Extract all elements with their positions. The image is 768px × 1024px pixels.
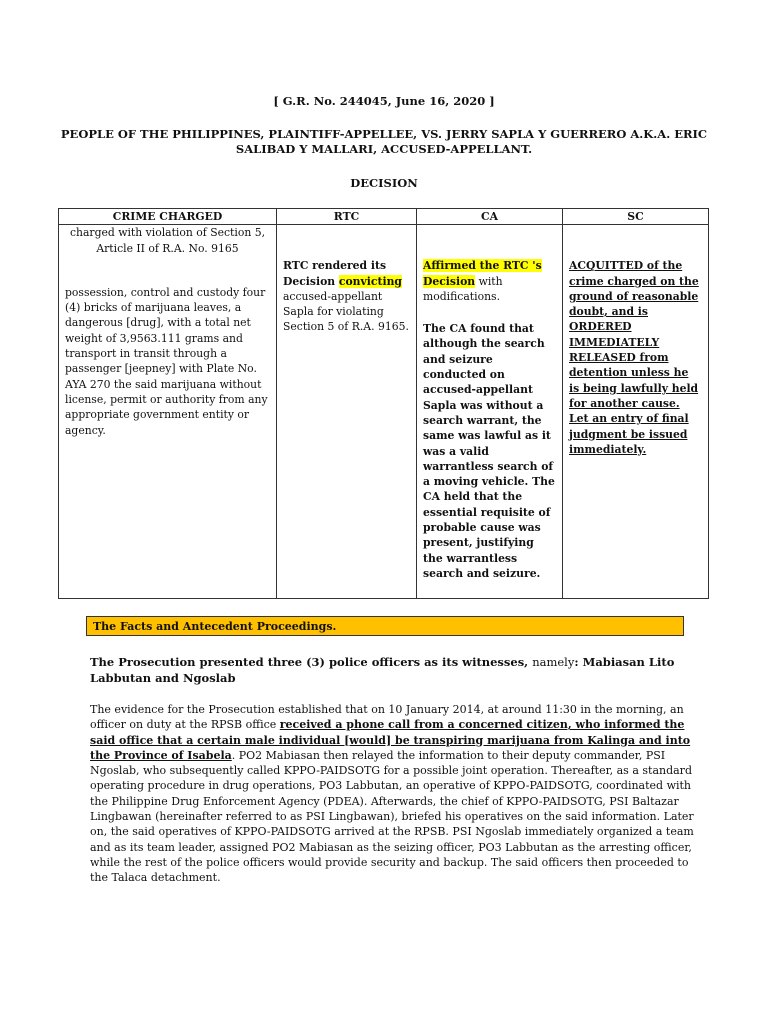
evidence-rest: . PO2 Mabiasan then relayed the information to their deputy commander, PSI Ngoslab, who subsequently called KPPO-PAIDSOTG for a possible joint operation. Thereafter, as a standard operating procedure in drug operations, PO3 Labbutan, an operative of KPPO-PAIDSOTG, coordinated with the Philippine Drug Enforcement Agency (PDEA). Afterwards, the chief of KPPO-PAIDSOTG, PSI Baltazar Lingbawan (hereinafter referred to as PSI Lingbawan), briefed his operatives on the said information. Later on, the said operatives of KPPO-PAIDSOTG arrived at the RPSB. PSI Ngoslab immediately organized a team and as its team leader, assigned PO2 Mabiasan as the seizing officer, PO3 Labbutan as the arresting officer, while the rest of the police officers would provide security and backup. The said officers then proceeded to the Talaca detachment. [90, 748, 694, 885]
header-crime-charged: CRIME CHARGED [59, 209, 277, 225]
crime-charged-cell [59, 225, 277, 599]
ca-finding: The CA found that although the search and seizure conducted on accused-appellant Sapla was without a search warrant, the same was lawful as it was a valid warrantless search of a moving vehicle. The CA held that the essential requisite of probable cause was present, justifying the warrantless search and seizure. [423, 322, 555, 580]
rtc-cell [277, 225, 417, 599]
facts-heading-bar: The Facts and Antecedent Proceedings. [86, 616, 684, 636]
evidence-start: The evidence for the Prosecution established that on 10 January 2014, at around 11:30 in the morning, an officer on duty at the RPSB office [90, 703, 684, 732]
evidence-emphasis: received a phone call from a concerned citizen, who informed the said office that a certain male individual [would] be transpiring marijuana from Kalinga and into the Province of Isabela [90, 718, 691, 762]
rtc-lead: RTC rendered its Decision [283, 259, 387, 288]
ca-cell [417, 225, 563, 599]
case-number-line: [ G.R. No. 244045, June 16, 2020 ] [273, 94, 495, 108]
header-ca: CA [417, 209, 563, 225]
evidence-paragraph [90, 702, 700, 886]
table-header-row [59, 209, 709, 225]
decision-heading: DECISION [350, 176, 418, 190]
witness-namely: namely [532, 655, 575, 669]
case-parties: PEOPLE OF THE PHILIPPINES, PLAINTIFF-APPELLEE, VS. JERRY SAPLA Y GUERRERO A.K.A. ERIC SALIBAD Y MALLARI, ACCUSED-APPELLANT. [60, 127, 708, 156]
ca-highlight: Affirmed the RTC 's Decision [423, 259, 542, 288]
crime-detail-text: possession, control and custody four (4) bricks of marijuana leaves, a dangerous [drug], with a total net weight of 3,9563.111 grams and transport in transit through a passenger [jeepney] with Plate No. AYA 270 the said marijuana without license, permit or authority from any appropriate government entity or agency. [65, 285, 268, 437]
sc-ruling: ACQUITTED of the crime charged on the ground of reasonable doubt, and is ORDERED IMMEDIATELY RELEASED from detention unless he is being lawfully held for another cause. Let an entry of final judgment be issued immediately. [569, 259, 699, 456]
header-rtc: RTC [277, 209, 417, 225]
ca-rest: with modifications. [423, 274, 503, 303]
case-summary-table [58, 208, 709, 599]
header-sc: SC [563, 209, 709, 225]
table-row [59, 225, 709, 599]
crime-intro-text: charged with violation of Section 5, Article II of R.A. No. 9165 [69, 226, 266, 255]
rtc-rest: accused-appellant Sapla for violating Section 5 of R.A. 9165. [283, 289, 409, 334]
sc-cell [563, 225, 709, 599]
witness-names: : Mabiasan Lito Labbutan and Ngoslab [90, 655, 675, 685]
witness-paragraph [90, 655, 690, 686]
rtc-ruling [283, 258, 410, 334]
rtc-highlight: convicting [338, 274, 402, 288]
witness-lead: The Prosecution presented three (3) police officers as its witnesses, [90, 655, 533, 669]
ca-ruling [423, 258, 556, 304]
